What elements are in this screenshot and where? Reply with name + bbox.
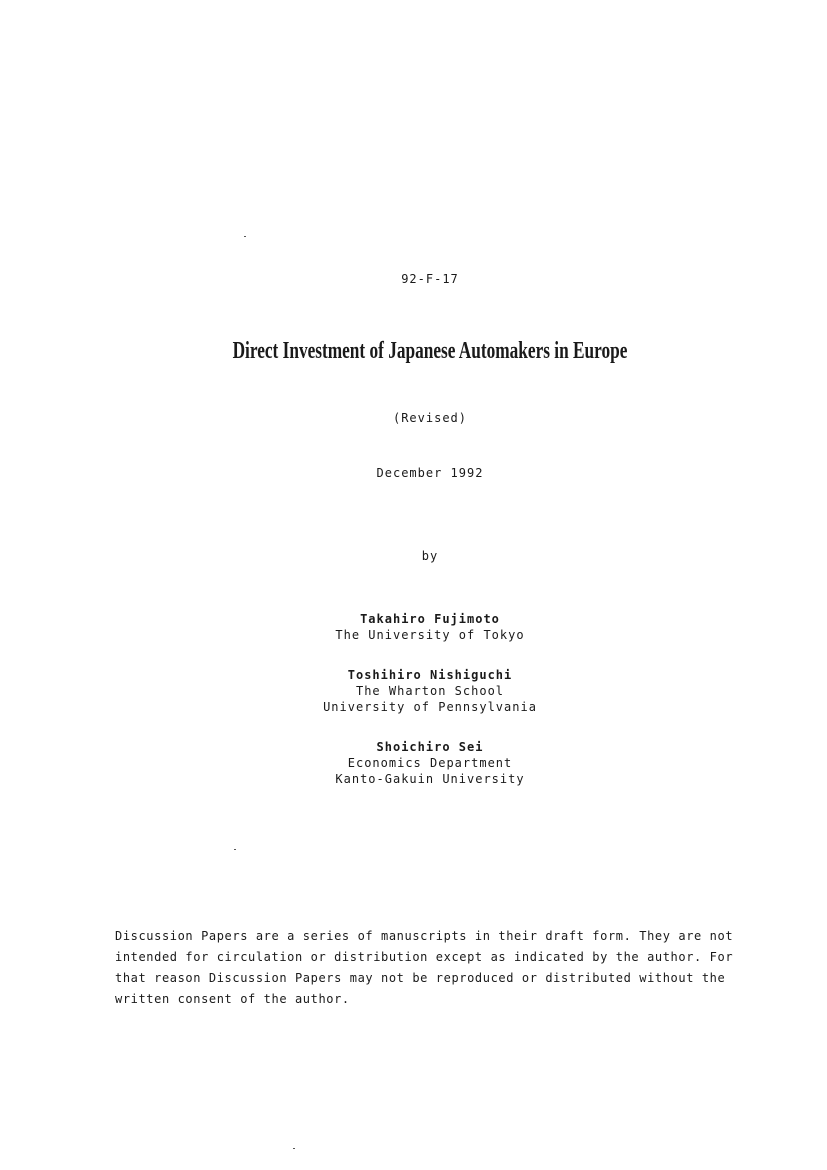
author-affiliation: Kanto-Gakuin University	[335, 772, 525, 786]
disclaimer-paragraph	[115, 926, 765, 1010]
author-block	[0, 739, 827, 787]
disclaimer-line: Discussion Papers are a series of manuscripts in their draft form. They are not	[115, 929, 734, 943]
scan-speck	[244, 236, 246, 237]
by-label: by	[421, 549, 439, 563]
author-block	[0, 667, 827, 715]
paper-title: Direct Investment of Japanese Automakers in Europe	[232, 338, 628, 364]
author-block	[0, 611, 827, 643]
author-name: Toshihiro Nishiguchi	[347, 668, 513, 682]
paper-id: 92-F-17	[401, 272, 459, 286]
disclaimer-line: that reason Discussion Papers may not be reproduced or distributed without the	[115, 971, 726, 985]
disclaimer-line: intended for circulation or distribution except as indicated by the author. For	[115, 950, 734, 964]
author-name: Shoichiro Sei	[376, 740, 484, 754]
publication-date: December 1992	[376, 466, 484, 480]
author-affiliation: University of Pennsylvania	[323, 700, 537, 714]
author-name: Takahiro Fujimoto	[360, 612, 500, 626]
scan-speck	[234, 849, 236, 850]
author-affiliation: The University of Tokyo	[335, 628, 525, 642]
author-affiliation: Economics Department	[347, 756, 513, 770]
disclaimer-line: written consent of the author.	[115, 992, 350, 1006]
revision-note: (Revised)	[392, 411, 468, 425]
scan-speck	[293, 1148, 295, 1149]
author-affiliation: The Wharton School	[355, 684, 505, 698]
